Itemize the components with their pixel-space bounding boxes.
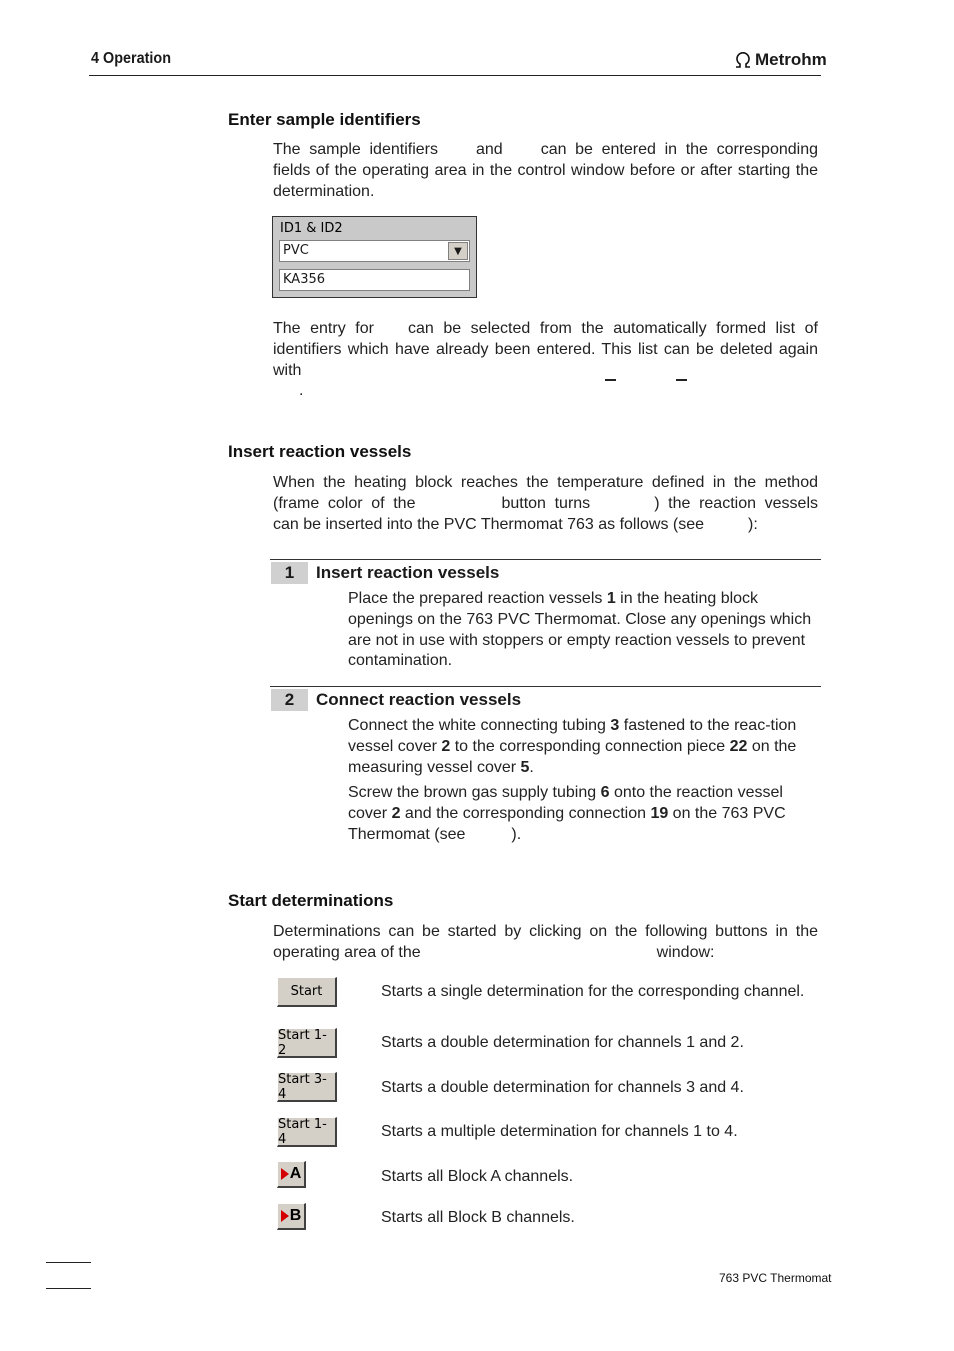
- section-heading-insert: Insert reaction vessels: [228, 442, 412, 461]
- id1-value: PVC: [283, 243, 309, 258]
- step-number: 1: [271, 562, 308, 584]
- text-fragment: and the corresponding connection: [400, 805, 651, 823]
- play-icon: [281, 1210, 289, 1222]
- text-fragment: fastened to the reac-tion vessel cover: [348, 717, 797, 755]
- step-text: [348, 589, 818, 672]
- text-fragment: can be entered in the corresponding fields of the operating area in the control window before or after starting the determination.: [273, 141, 819, 200]
- reference-number: 19: [650, 805, 669, 823]
- text-fragment: The sample identifiers: [273, 141, 438, 158]
- start-button[interactable]: Start: [277, 977, 337, 1007]
- start-1-2-button[interactable]: Start 1-2: [277, 1028, 337, 1058]
- reference-number: 22: [729, 737, 748, 755]
- text-fragment: and: [475, 141, 503, 158]
- dropdown-button[interactable]: [448, 242, 468, 260]
- reference-number: 2: [391, 805, 401, 823]
- text-fragment: Connect the white connecting tubing: [348, 717, 611, 734]
- chevron-down-icon: ▼: [454, 245, 462, 257]
- id2-input[interactable]: KA356: [279, 269, 470, 291]
- text-fragment: ):: [748, 515, 758, 533]
- id-panel-label: ID1 & ID2: [280, 221, 343, 236]
- text-fragment: can be selected from the automatically formed list of identifiers which have already been entered. This list can be deleted again with: [273, 320, 819, 379]
- id1-combobox[interactable]: [279, 240, 470, 262]
- footer-product: 763 PVC Thermomat: [719, 1271, 832, 1285]
- section-heading-start: Start determinations: [228, 891, 394, 910]
- start-3-4-description: Starts a double determination for channels 3 and 4.: [381, 1079, 744, 1096]
- text-fragment: ).: [511, 825, 522, 843]
- chapter-header: 4 Operation: [91, 50, 172, 67]
- text-fragment: on the measuring vessel cover: [348, 737, 797, 776]
- step-divider: [270, 559, 821, 560]
- id-list-paragraph-end: .: [299, 382, 304, 399]
- text-fragment: window:: [656, 943, 715, 961]
- block-letter: A: [289, 1165, 302, 1182]
- text-fragment: ) the reaction vessels can be inserted into the PVC Thermomat 763 as follows (see: [273, 494, 819, 533]
- text-fragment: onto the reaction vessel cover: [348, 784, 783, 823]
- underline-mark: [605, 379, 616, 381]
- text-fragment: in the heating block openings on the 763 PVC Thermomat. Close any openings which are not in use with stoppers or empty reaction vessels to prevent contamination.: [348, 590, 812, 670]
- reference-number: 2: [441, 737, 451, 755]
- step-text: [348, 716, 818, 846]
- brand-logo: [733, 50, 827, 70]
- text-fragment: When the heating block reaches the temperature defined in the method (frame color of the: [273, 474, 818, 512]
- text-fragment: .: [529, 758, 534, 776]
- omega-logo-icon: [733, 52, 753, 68]
- text-fragment: Place the prepared reaction vessels: [348, 590, 607, 607]
- sample-ids-paragraph: [273, 140, 818, 202]
- start-3-4-button[interactable]: Start 3-4: [277, 1072, 337, 1102]
- step-divider: [270, 686, 821, 687]
- reference-number: 3: [610, 717, 620, 734]
- start-1-4-description: Starts a multiple determination for channels 1 to 4.: [381, 1123, 738, 1140]
- step-title: Connect reaction vessels: [316, 690, 522, 709]
- start-block-b-description: Starts all Block B channels.: [381, 1209, 575, 1226]
- text-fragment: to the corresponding connection piece: [450, 737, 730, 755]
- footer-rule: [46, 1288, 91, 1289]
- text-fragment: Screw the brown gas supply tubing: [348, 784, 601, 802]
- start-block-b-button[interactable]: [277, 1203, 306, 1230]
- start-1-4-button[interactable]: Start 1-4: [277, 1117, 337, 1147]
- reference-number: 5: [520, 758, 530, 776]
- text-fragment: button turns: [501, 494, 591, 512]
- id-list-paragraph: [273, 319, 818, 381]
- insert-paragraph: [273, 473, 818, 535]
- text-fragment: on the 763 PVC Thermomat (see: [348, 805, 786, 843]
- text-fragment: The entry for: [273, 320, 374, 337]
- start-block-a-button[interactable]: [277, 1161, 306, 1188]
- start-paragraph: [273, 922, 818, 964]
- footer-rule: [46, 1262, 91, 1263]
- start-button-description: Starts a single determination for the corresponding channel.: [381, 983, 805, 1000]
- play-icon: [281, 1168, 289, 1180]
- block-letter: B: [289, 1207, 302, 1224]
- reference-number: 1: [606, 590, 616, 607]
- section-heading-sample-ids: Enter sample identifiers: [228, 110, 421, 129]
- text-fragment: Determinations can be started by clicking on the following buttons in the operating area of the: [273, 923, 818, 961]
- step-number: 2: [271, 689, 308, 711]
- start-1-2-description: Starts a double determination for channels 1 and 2.: [381, 1034, 744, 1051]
- reference-number: 6: [600, 784, 610, 802]
- header-divider: [89, 75, 821, 76]
- start-block-a-description: Starts all Block A channels.: [381, 1168, 574, 1185]
- step-title: Insert reaction vessels: [316, 563, 500, 582]
- id-input-panel: [272, 216, 477, 298]
- underline-mark: [676, 379, 687, 381]
- brand-name: Metrohm: [755, 50, 827, 69]
